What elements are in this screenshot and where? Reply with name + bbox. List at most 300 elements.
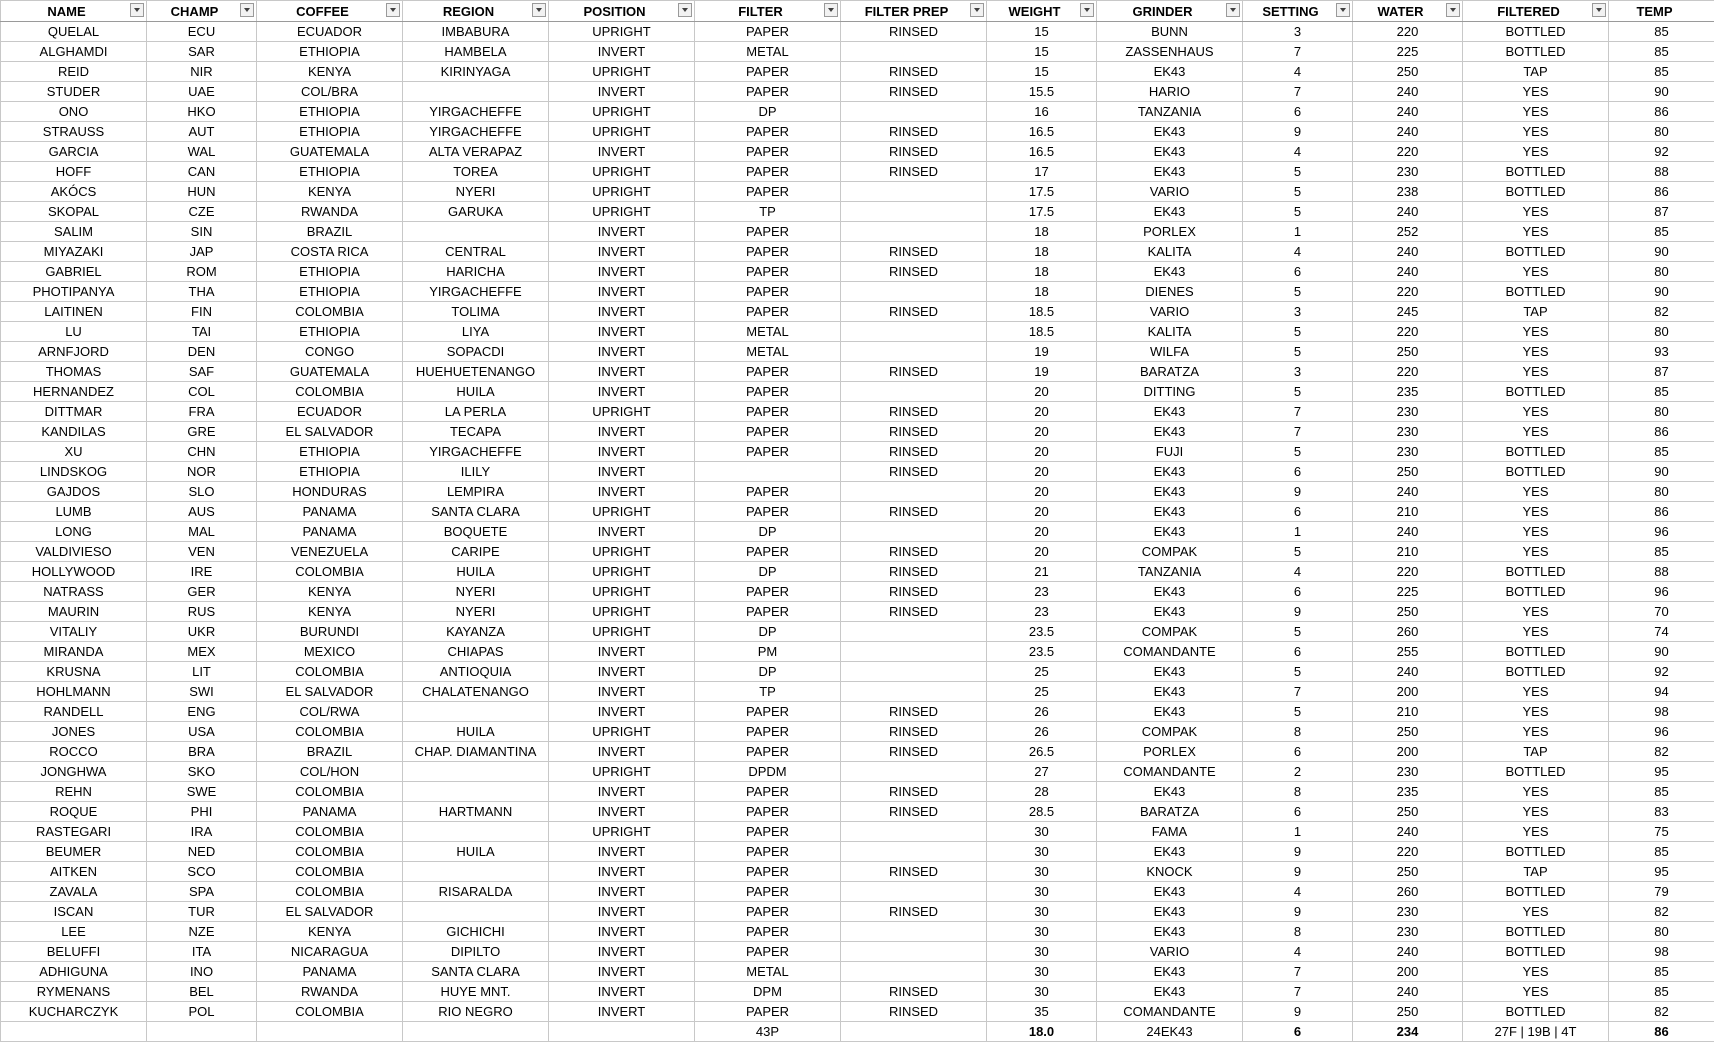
table-cell[interactable] <box>841 182 987 202</box>
table-cell[interactable]: COLOMBIA <box>257 562 403 582</box>
table-cell[interactable]: RINSED <box>841 442 987 462</box>
table-cell[interactable]: COLOMBIA <box>257 862 403 882</box>
table-cell[interactable]: POL <box>147 1002 257 1022</box>
table-cell[interactable]: RINSED <box>841 462 987 482</box>
table-cell[interactable]: RWANDA <box>257 982 403 1002</box>
table-cell[interactable]: PORLEX <box>1097 222 1243 242</box>
table-cell[interactable]: 240 <box>1353 102 1463 122</box>
table-cell[interactable]: EK43 <box>1097 462 1243 482</box>
table-cell[interactable]: TP <box>695 682 841 702</box>
totals-cell[interactable]: 234 <box>1353 1022 1463 1042</box>
table-cell[interactable]: RINSED <box>841 562 987 582</box>
table-cell[interactable]: YES <box>1463 962 1609 982</box>
table-cell[interactable]: KANDILAS <box>1 422 147 442</box>
table-cell[interactable]: 9 <box>1243 602 1353 622</box>
filter-dropdown-icon[interactable] <box>1446 3 1460 17</box>
table-cell[interactable]: 79 <box>1609 882 1714 902</box>
table-cell[interactable]: INVERT <box>549 442 695 462</box>
table-cell[interactable]: ITA <box>147 942 257 962</box>
totals-cell[interactable]: 86 <box>1609 1022 1714 1042</box>
table-cell[interactable]: INVERT <box>549 262 695 282</box>
table-cell[interactable]: NIR <box>147 62 257 82</box>
table-cell[interactable]: SAF <box>147 362 257 382</box>
table-cell[interactable] <box>695 462 841 482</box>
table-cell[interactable]: 9 <box>1243 862 1353 882</box>
table-cell[interactable]: RINSED <box>841 362 987 382</box>
table-cell[interactable]: 21 <box>987 562 1097 582</box>
table-cell[interactable]: YES <box>1463 142 1609 162</box>
table-cell[interactable]: EK43 <box>1097 702 1243 722</box>
table-cell[interactable]: YES <box>1463 802 1609 822</box>
table-cell[interactable]: 240 <box>1353 262 1463 282</box>
table-cell[interactable]: INVERT <box>549 782 695 802</box>
table-cell[interactable]: ETHIOPIA <box>257 122 403 142</box>
table-cell[interactable]: ETHIOPIA <box>257 262 403 282</box>
filter-dropdown-icon[interactable] <box>1336 3 1350 17</box>
table-cell[interactable]: TOREA <box>403 162 549 182</box>
table-cell[interactable]: 230 <box>1353 762 1463 782</box>
table-cell[interactable] <box>841 342 987 362</box>
table-cell[interactable]: 5 <box>1243 162 1353 182</box>
filter-dropdown-icon[interactable] <box>240 3 254 17</box>
table-cell[interactable]: 250 <box>1353 862 1463 882</box>
table-cell[interactable]: KALITA <box>1097 322 1243 342</box>
table-cell[interactable]: UPRIGHT <box>549 122 695 142</box>
table-cell[interactable]: ETHIOPIA <box>257 282 403 302</box>
column-header[interactable] <box>1 1 147 22</box>
table-cell[interactable]: HARICHA <box>403 262 549 282</box>
table-cell[interactable]: LIT <box>147 662 257 682</box>
table-cell[interactable]: HOLLYWOOD <box>1 562 147 582</box>
table-cell[interactable]: RANDELL <box>1 702 147 722</box>
table-cell[interactable]: PORLEX <box>1097 742 1243 762</box>
filter-dropdown-icon[interactable] <box>386 3 400 17</box>
table-cell[interactable]: EK43 <box>1097 142 1243 162</box>
column-header[interactable] <box>549 1 695 22</box>
table-cell[interactable]: 88 <box>1609 562 1714 582</box>
table-cell[interactable]: 250 <box>1353 462 1463 482</box>
table-cell[interactable]: YES <box>1463 402 1609 422</box>
table-cell[interactable]: 85 <box>1609 782 1714 802</box>
table-cell[interactable]: TAP <box>1463 62 1609 82</box>
table-cell[interactable]: EK43 <box>1097 602 1243 622</box>
table-cell[interactable]: INVERT <box>549 962 695 982</box>
table-cell[interactable]: 17 <box>987 162 1097 182</box>
table-cell[interactable]: YIRGACHEFFE <box>403 122 549 142</box>
table-cell[interactable]: ECU <box>147 22 257 42</box>
table-cell[interactable]: BOTTLED <box>1463 642 1609 662</box>
table-cell[interactable]: 98 <box>1609 702 1714 722</box>
table-cell[interactable] <box>841 322 987 342</box>
table-cell[interactable]: ARNFJORD <box>1 342 147 362</box>
table-cell[interactable]: RINSED <box>841 902 987 922</box>
table-cell[interactable]: 20 <box>987 402 1097 422</box>
table-cell[interactable]: HUEHUETENANGO <box>403 362 549 382</box>
table-cell[interactable]: MIYAZAKI <box>1 242 147 262</box>
table-cell[interactable]: 80 <box>1609 482 1714 502</box>
table-cell[interactable]: BOTTLED <box>1463 762 1609 782</box>
table-cell[interactable]: LONG <box>1 522 147 542</box>
table-cell[interactable]: TAP <box>1463 302 1609 322</box>
table-cell[interactable]: YES <box>1463 202 1609 222</box>
table-cell[interactable]: YES <box>1463 902 1609 922</box>
table-cell[interactable]: PAPER <box>695 802 841 822</box>
table-cell[interactable]: RINSED <box>841 702 987 722</box>
table-cell[interactable]: EL SALVADOR <box>257 682 403 702</box>
table-cell[interactable]: GAJDOS <box>1 482 147 502</box>
table-cell[interactable]: BOTTLED <box>1463 242 1609 262</box>
table-cell[interactable]: VARIO <box>1097 182 1243 202</box>
table-cell[interactable]: RINSED <box>841 582 987 602</box>
table-cell[interactable]: 23 <box>987 582 1097 602</box>
table-cell[interactable]: NICARAGUA <box>257 942 403 962</box>
table-cell[interactable]: 26.5 <box>987 742 1097 762</box>
table-cell[interactable]: 85 <box>1609 842 1714 862</box>
table-cell[interactable]: 5 <box>1243 202 1353 222</box>
table-cell[interactable]: MAL <box>147 522 257 542</box>
table-cell[interactable]: EK43 <box>1097 122 1243 142</box>
table-cell[interactable]: 23.5 <box>987 642 1097 662</box>
table-cell[interactable]: YIRGACHEFFE <box>403 442 549 462</box>
table-cell[interactable]: UPRIGHT <box>549 502 695 522</box>
table-cell[interactable]: 9 <box>1243 482 1353 502</box>
filter-dropdown-icon[interactable] <box>824 3 838 17</box>
table-cell[interactable]: PAPER <box>695 922 841 942</box>
table-cell[interactable]: HUILA <box>403 722 549 742</box>
table-cell[interactable]: HAMBELA <box>403 42 549 62</box>
table-cell[interactable]: PAPER <box>695 702 841 722</box>
table-cell[interactable]: GUATEMALA <box>257 142 403 162</box>
table-cell[interactable]: 20 <box>987 442 1097 462</box>
table-cell[interactable]: RUS <box>147 602 257 622</box>
table-cell[interactable]: 210 <box>1353 542 1463 562</box>
table-cell[interactable]: 93 <box>1609 342 1714 362</box>
table-cell[interactable]: NZE <box>147 922 257 942</box>
table-cell[interactable]: PAPER <box>695 422 841 442</box>
table-cell[interactable] <box>841 522 987 542</box>
table-cell[interactable]: 90 <box>1609 242 1714 262</box>
table-cell[interactable]: EK43 <box>1097 502 1243 522</box>
table-cell[interactable]: UPRIGHT <box>549 822 695 842</box>
table-cell[interactable]: 90 <box>1609 282 1714 302</box>
table-cell[interactable]: 6 <box>1243 462 1353 482</box>
table-cell[interactable]: AUS <box>147 502 257 522</box>
table-cell[interactable]: INVERT <box>549 522 695 542</box>
table-cell[interactable]: UPRIGHT <box>549 622 695 642</box>
table-cell[interactable]: CHALATENANGO <box>403 682 549 702</box>
table-cell[interactable]: BOQUETE <box>403 522 549 542</box>
table-cell[interactable]: 6 <box>1243 582 1353 602</box>
table-cell[interactable]: 80 <box>1609 262 1714 282</box>
table-cell[interactable]: ETHIOPIA <box>257 42 403 62</box>
table-cell[interactable]: 23.5 <box>987 622 1097 642</box>
table-cell[interactable] <box>841 482 987 502</box>
table-cell[interactable]: BARATZA <box>1097 362 1243 382</box>
table-cell[interactable]: COMANDANTE <box>1097 642 1243 662</box>
table-cell[interactable]: NYERI <box>403 602 549 622</box>
table-cell[interactable]: NED <box>147 842 257 862</box>
table-cell[interactable]: PAPER <box>695 62 841 82</box>
table-cell[interactable]: UPRIGHT <box>549 562 695 582</box>
table-cell[interactable]: DP <box>695 102 841 122</box>
table-cell[interactable]: CHAP. DIAMANTINA <box>403 742 549 762</box>
table-cell[interactable]: 7 <box>1243 402 1353 422</box>
table-cell[interactable]: BOTTLED <box>1463 22 1609 42</box>
table-cell[interactable]: 5 <box>1243 542 1353 562</box>
table-cell[interactable]: 250 <box>1353 342 1463 362</box>
table-cell[interactable]: GICHICHI <box>403 922 549 942</box>
table-cell[interactable]: YES <box>1463 262 1609 282</box>
table-cell[interactable]: PAPER <box>695 1002 841 1022</box>
table-cell[interactable]: EK43 <box>1097 662 1243 682</box>
table-cell[interactable]: EK43 <box>1097 882 1243 902</box>
table-cell[interactable]: 6 <box>1243 802 1353 822</box>
table-cell[interactable]: SAR <box>147 42 257 62</box>
filter-dropdown-icon[interactable] <box>1592 3 1606 17</box>
table-cell[interactable]: COMPAK <box>1097 622 1243 642</box>
table-cell[interactable]: PAPER <box>695 842 841 862</box>
table-cell[interactable]: RINSED <box>841 82 987 102</box>
table-cell[interactable]: PM <box>695 642 841 662</box>
totals-cell[interactable]: 43P <box>695 1022 841 1042</box>
table-cell[interactable]: 250 <box>1353 802 1463 822</box>
table-cell[interactable]: THA <box>147 282 257 302</box>
table-cell[interactable]: VALDIVIESO <box>1 542 147 562</box>
table-cell[interactable]: SCO <box>147 862 257 882</box>
table-cell[interactable]: PAPER <box>695 242 841 262</box>
table-cell[interactable]: 70 <box>1609 602 1714 622</box>
table-cell[interactable]: RINSED <box>841 1002 987 1022</box>
table-cell[interactable]: PAPER <box>695 862 841 882</box>
table-cell[interactable]: LIYA <box>403 322 549 342</box>
table-cell[interactable]: WAL <box>147 142 257 162</box>
table-cell[interactable]: 85 <box>1609 42 1714 62</box>
table-cell[interactable]: NYERI <box>403 582 549 602</box>
table-cell[interactable]: INVERT <box>549 862 695 882</box>
table-cell[interactable]: COL/BRA <box>257 82 403 102</box>
table-cell[interactable]: 210 <box>1353 702 1463 722</box>
table-cell[interactable]: BOTTLED <box>1463 382 1609 402</box>
table-cell[interactable]: 86 <box>1609 502 1714 522</box>
table-cell[interactable]: REHN <box>1 782 147 802</box>
table-cell[interactable]: 240 <box>1353 822 1463 842</box>
column-header[interactable] <box>147 1 257 22</box>
table-cell[interactable]: YES <box>1463 782 1609 802</box>
table-cell[interactable]: 15 <box>987 62 1097 82</box>
table-cell[interactable]: PAPER <box>695 122 841 142</box>
table-cell[interactable]: 220 <box>1353 282 1463 302</box>
table-cell[interactable]: UPRIGHT <box>549 402 695 422</box>
table-cell[interactable]: SKOPAL <box>1 202 147 222</box>
table-cell[interactable]: DITTMAR <box>1 402 147 422</box>
table-cell[interactable]: 1 <box>1243 522 1353 542</box>
table-cell[interactable]: CAN <box>147 162 257 182</box>
table-cell[interactable]: INVERT <box>549 422 695 442</box>
table-cell[interactable]: 220 <box>1353 562 1463 582</box>
table-cell[interactable]: ROQUE <box>1 802 147 822</box>
table-cell[interactable]: 74 <box>1609 622 1714 642</box>
table-cell[interactable]: RINSED <box>841 242 987 262</box>
table-cell[interactable]: EK43 <box>1097 962 1243 982</box>
table-cell[interactable]: 3 <box>1243 302 1353 322</box>
table-cell[interactable]: 92 <box>1609 662 1714 682</box>
table-cell[interactable] <box>841 922 987 942</box>
table-cell[interactable]: MAURIN <box>1 602 147 622</box>
table-cell[interactable]: NOR <box>147 462 257 482</box>
table-cell[interactable] <box>403 902 549 922</box>
table-cell[interactable] <box>841 942 987 962</box>
totals-cell[interactable] <box>1 1022 147 1042</box>
table-cell[interactable]: 85 <box>1609 62 1714 82</box>
table-cell[interactable]: PHOTIPANYA <box>1 282 147 302</box>
table-cell[interactable] <box>403 782 549 802</box>
table-cell[interactable]: 83 <box>1609 802 1714 822</box>
table-cell[interactable]: INVERT <box>549 942 695 962</box>
table-cell[interactable]: BRA <box>147 742 257 762</box>
table-cell[interactable]: 26 <box>987 722 1097 742</box>
table-cell[interactable]: THOMAS <box>1 362 147 382</box>
table-cell[interactable]: SWE <box>147 782 257 802</box>
table-cell[interactable]: UKR <box>147 622 257 642</box>
table-cell[interactable]: EK43 <box>1097 682 1243 702</box>
table-cell[interactable]: INVERT <box>549 82 695 102</box>
table-cell[interactable]: DEN <box>147 342 257 362</box>
table-cell[interactable]: XU <box>1 442 147 462</box>
table-cell[interactable]: EK43 <box>1097 782 1243 802</box>
table-cell[interactable]: COLOMBIA <box>257 782 403 802</box>
table-cell[interactable]: 30 <box>987 862 1097 882</box>
table-cell[interactable]: UPRIGHT <box>549 182 695 202</box>
table-cell[interactable]: 82 <box>1609 1002 1714 1022</box>
table-cell[interactable]: PAPER <box>695 742 841 762</box>
table-cell[interactable]: PAPER <box>695 362 841 382</box>
table-cell[interactable]: ETHIOPIA <box>257 442 403 462</box>
table-cell[interactable]: MEX <box>147 642 257 662</box>
table-cell[interactable]: 220 <box>1353 362 1463 382</box>
table-cell[interactable]: 30 <box>987 922 1097 942</box>
table-cell[interactable]: 96 <box>1609 722 1714 742</box>
table-cell[interactable] <box>403 702 549 722</box>
table-cell[interactable]: PAPER <box>695 222 841 242</box>
table-cell[interactable]: 240 <box>1353 942 1463 962</box>
table-cell[interactable]: SANTA CLARA <box>403 962 549 982</box>
table-cell[interactable] <box>841 222 987 242</box>
table-cell[interactable]: 23 <box>987 602 1097 622</box>
table-cell[interactable]: 18 <box>987 242 1097 262</box>
table-cell[interactable]: 85 <box>1609 382 1714 402</box>
table-cell[interactable] <box>841 962 987 982</box>
table-cell[interactable]: HUILA <box>403 562 549 582</box>
table-cell[interactable]: YES <box>1463 682 1609 702</box>
table-cell[interactable] <box>841 842 987 862</box>
table-cell[interactable]: 98 <box>1609 942 1714 962</box>
table-cell[interactable]: INVERT <box>549 662 695 682</box>
table-cell[interactable]: PAPER <box>695 582 841 602</box>
table-cell[interactable]: 18.5 <box>987 322 1097 342</box>
totals-cell[interactable] <box>549 1022 695 1042</box>
table-cell[interactable]: 26 <box>987 702 1097 722</box>
table-cell[interactable]: TAP <box>1463 742 1609 762</box>
table-cell[interactable]: 230 <box>1353 402 1463 422</box>
table-cell[interactable]: NATRASS <box>1 582 147 602</box>
column-header[interactable] <box>1243 1 1353 22</box>
table-cell[interactable]: METAL <box>695 42 841 62</box>
table-cell[interactable]: YES <box>1463 82 1609 102</box>
table-cell[interactable]: GARCIA <box>1 142 147 162</box>
table-cell[interactable]: SIN <box>147 222 257 242</box>
table-cell[interactable]: 16 <box>987 102 1097 122</box>
table-cell[interactable]: YES <box>1463 622 1609 642</box>
table-cell[interactable]: 230 <box>1353 422 1463 442</box>
table-cell[interactable]: PANAMA <box>257 502 403 522</box>
table-cell[interactable]: 20 <box>987 422 1097 442</box>
table-cell[interactable]: YES <box>1463 362 1609 382</box>
table-cell[interactable]: RINSED <box>841 862 987 882</box>
table-cell[interactable]: 2 <box>1243 762 1353 782</box>
table-cell[interactable]: EK43 <box>1097 262 1243 282</box>
table-cell[interactable]: BOTTLED <box>1463 182 1609 202</box>
table-cell[interactable]: PAPER <box>695 182 841 202</box>
table-cell[interactable]: 230 <box>1353 922 1463 942</box>
table-cell[interactable]: PAPER <box>695 902 841 922</box>
table-cell[interactable]: PANAMA <box>257 962 403 982</box>
table-cell[interactable]: KALITA <box>1097 242 1243 262</box>
table-cell[interactable]: 86 <box>1609 422 1714 442</box>
table-cell[interactable]: HUYE MNT. <box>403 982 549 1002</box>
table-cell[interactable]: SLO <box>147 482 257 502</box>
table-cell[interactable]: 4 <box>1243 242 1353 262</box>
table-cell[interactable]: INVERT <box>549 322 695 342</box>
table-cell[interactable]: 86 <box>1609 182 1714 202</box>
table-cell[interactable]: EK43 <box>1097 982 1243 1002</box>
table-cell[interactable]: ECUADOR <box>257 22 403 42</box>
table-cell[interactable]: RINSED <box>841 742 987 762</box>
table-cell[interactable]: DITTING <box>1097 382 1243 402</box>
table-cell[interactable]: RINSED <box>841 542 987 562</box>
table-cell[interactable]: YIRGACHEFFE <box>403 102 549 122</box>
totals-cell[interactable]: 24EK43 <box>1097 1022 1243 1042</box>
table-cell[interactable]: 15 <box>987 22 1097 42</box>
table-cell[interactable]: LU <box>1 322 147 342</box>
table-cell[interactable]: DP <box>695 522 841 542</box>
table-cell[interactable]: DIENES <box>1097 282 1243 302</box>
table-cell[interactable]: 9 <box>1243 1002 1353 1022</box>
table-cell[interactable]: YES <box>1463 122 1609 142</box>
table-cell[interactable]: UPRIGHT <box>549 162 695 182</box>
table-cell[interactable]: 5 <box>1243 322 1353 342</box>
table-cell[interactable]: RINSED <box>841 302 987 322</box>
table-cell[interactable]: BARATZA <box>1097 802 1243 822</box>
table-cell[interactable]: RINSED <box>841 262 987 282</box>
table-cell[interactable]: EK43 <box>1097 422 1243 442</box>
table-cell[interactable]: UAE <box>147 82 257 102</box>
table-cell[interactable]: 85 <box>1609 962 1714 982</box>
table-cell[interactable]: 80 <box>1609 402 1714 422</box>
table-cell[interactable]: PAPER <box>695 262 841 282</box>
table-cell[interactable]: PAPER <box>695 482 841 502</box>
table-cell[interactable]: KNOCK <box>1097 862 1243 882</box>
table-cell[interactable]: 5 <box>1243 382 1353 402</box>
table-cell[interactable]: KENYA <box>257 62 403 82</box>
table-cell[interactable]: COL <box>147 382 257 402</box>
table-cell[interactable]: KENYA <box>257 182 403 202</box>
table-cell[interactable]: HERNANDEZ <box>1 382 147 402</box>
table-cell[interactable]: 16.5 <box>987 122 1097 142</box>
table-cell[interactable]: UPRIGHT <box>549 722 695 742</box>
table-cell[interactable]: RINSED <box>841 782 987 802</box>
table-cell[interactable]: 7 <box>1243 682 1353 702</box>
table-cell[interactable]: INVERT <box>549 462 695 482</box>
